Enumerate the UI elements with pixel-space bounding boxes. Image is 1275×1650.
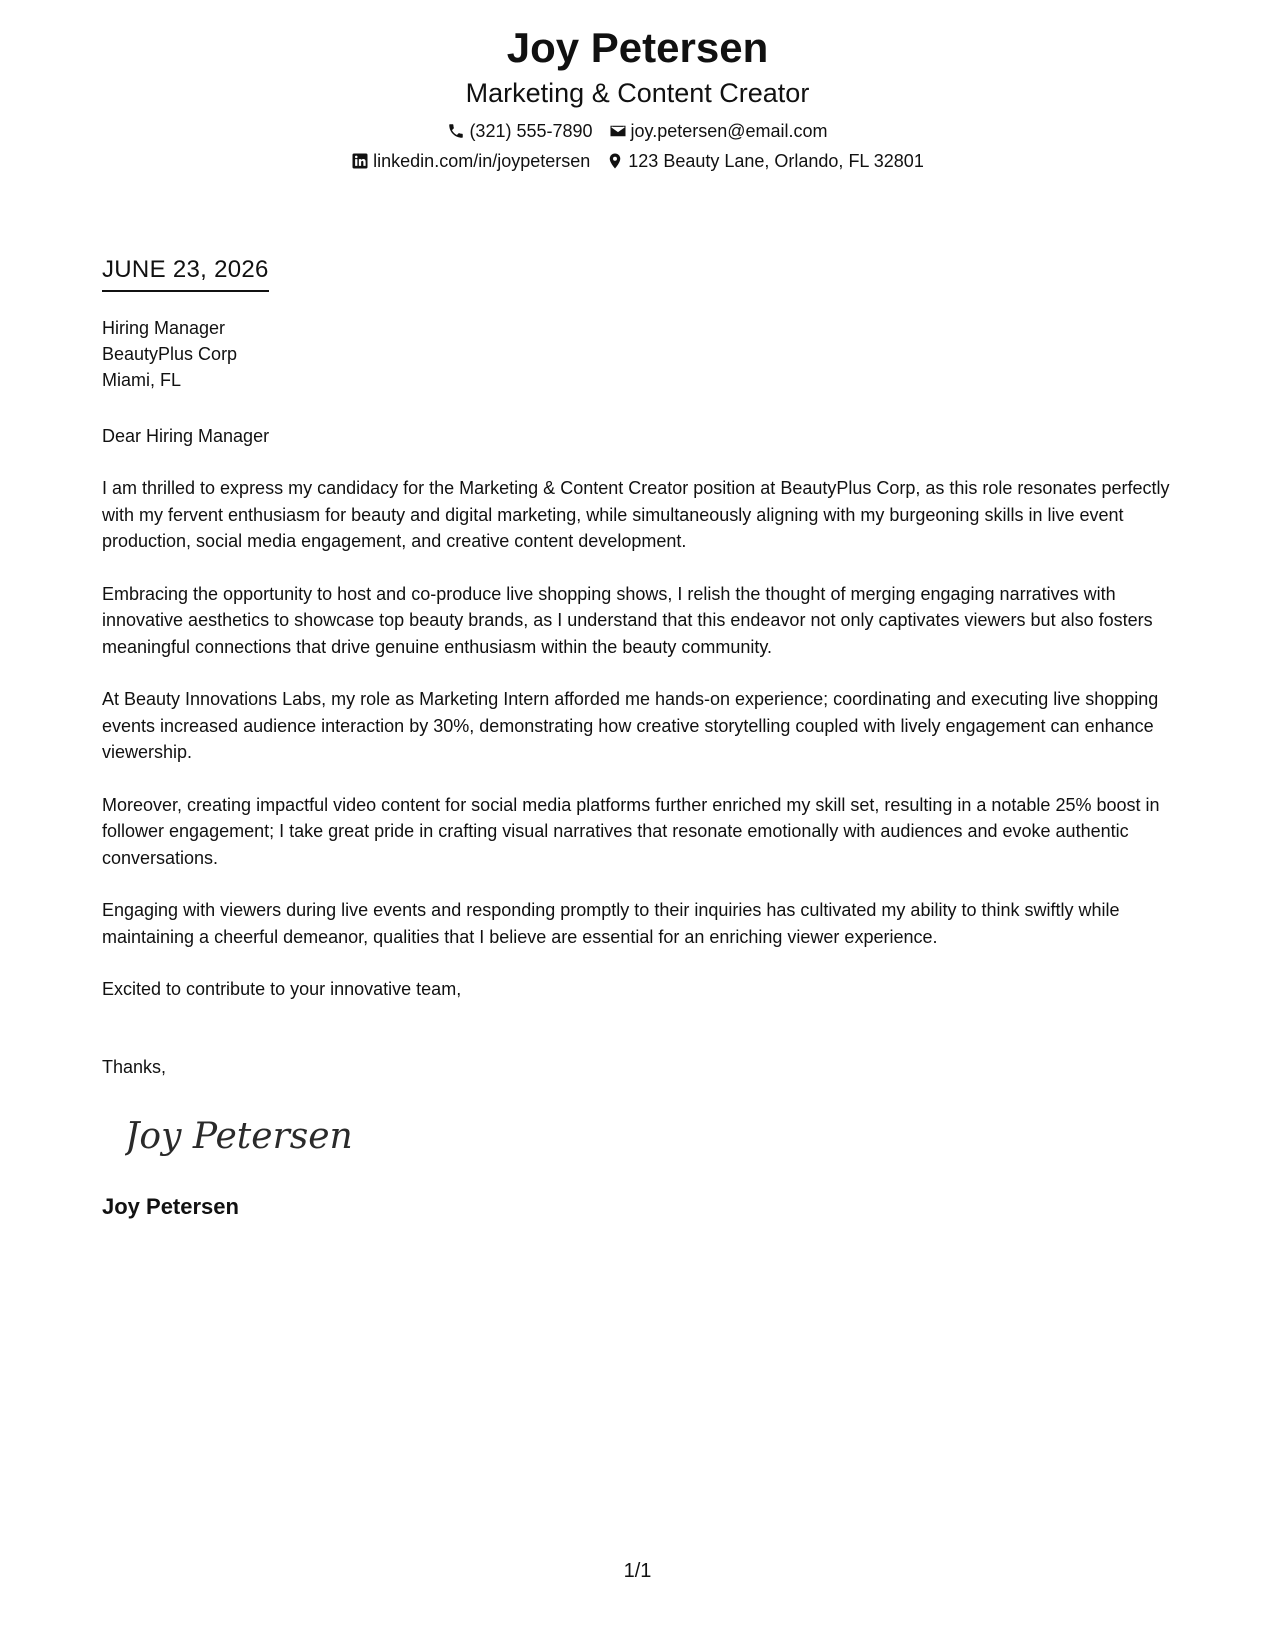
linkedin-icon [351, 152, 369, 170]
map-marker-icon [606, 152, 624, 170]
page-number: 1/1 [623, 1560, 652, 1582]
contact-row-secondary [0, 146, 1275, 176]
email-contact [609, 116, 828, 146]
letter-header [0, 22, 1275, 176]
body-paragraph: Excited to contribute to your innovative team, [102, 979, 462, 999]
body-paragraph: Engaging with viewers during live events and responding promptly to their inquiries has cultivated my ability to think swiftly while maintaining a cheerful demeanor, qualities that I believe are essential for an enriching viewer experience. [102, 900, 1120, 947]
applicant-title: Marketing & Content Creator [465, 78, 810, 108]
signature-text: Joy Petersen [125, 1116, 353, 1157]
body-paragraph: Embracing the opportunity to host and co-produce live shopping shows, I relish the thought of merging engaging narratives with innovative aesthetics to showcase top beauty brands, as I understand that this endeavor not only captivates viewers but also fosters meaningful connections that drive genuine enthusiasm within the beauty community. [102, 583, 1153, 657]
letter-date: JUNE 23, 2026 [102, 256, 269, 292]
recipient-line: Hiring Manager [102, 318, 226, 338]
body-paragraph: I am thrilled to express my candidacy for the Marketing & Content Creator position at BeautyPlus Corp, as this role resonates perfectly with my fervent enthusiasm for beauty and digital marketing, while simultaneously aligning with my burgeoning skills in live event production, social media engagement, and creative content development. [102, 478, 1170, 551]
salutation: Dear Hiring Manager [102, 426, 270, 446]
closing: Thanks, [102, 1057, 167, 1077]
recipient-line: BeautyPlus Corp [102, 344, 238, 364]
email-address: joy.petersen@email.com [630, 121, 828, 141]
applicant-name: Joy Petersen [506, 24, 769, 71]
phone-icon [447, 122, 465, 140]
recipient-block [102, 315, 237, 393]
address-contact [606, 146, 924, 176]
phone-number: (321) 555-7890 [469, 121, 593, 141]
signed-name: Joy Petersen [102, 1194, 239, 1219]
phone-contact [447, 116, 592, 146]
recipient-line: Miami, FL [102, 370, 182, 390]
body-paragraph: Moreover, creating impactful video content for social media platforms further enriched my skill set, resulting in a notable 25% boost in follower engagement; I take great pride in crafting visual narratives that resonate emotionally with audiences and evoke authentic conversations. [102, 794, 1160, 868]
envelope-icon [609, 122, 627, 140]
handwritten-signature [125, 1110, 355, 1162]
linkedin-contact [351, 146, 590, 176]
body-paragraph: At Beauty Innovations Labs, my role as Marketing Intern afforded me hands-on experience; coordinating and executing live shopping events increased audience interaction by 30%, demonstrating how creative storytelling coupled with lively engagement can enhance viewership. [102, 689, 1159, 762]
street-address: 123 Beauty Lane, Orlando, FL 32801 [628, 151, 924, 171]
letter-body [102, 475, 1182, 1029]
linkedin-url: linkedin.com/in/joypetersen [373, 151, 591, 171]
contact-row-primary [0, 116, 1275, 146]
